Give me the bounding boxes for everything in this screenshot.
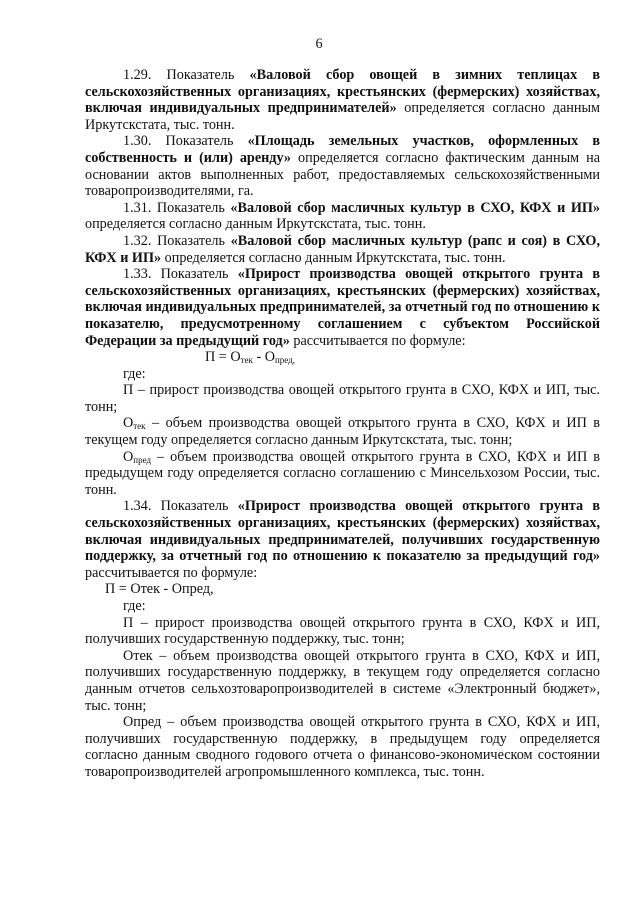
formula-subscript: пред, <box>274 355 296 366</box>
indicator-title: «Прирост производства овощей открытого грунта в сельскохозяйственных организациях, крестьянских (фермерских) хозяйствах, включая индивидуальных предпринимателей, получивших государственную поддержку, за отчетный год по отношению к показателю за предыдущий год» <box>85 498 600 565</box>
definition-text: – объем производства овощей открытого грунта в СХО, КФХ и ИП в предыдущем году определяется согласно соглашению с Минсельхозом России, тыс. тонн. <box>85 448 600 498</box>
indicator-title: «Прирост производства овощей открытого грунта в сельскохозяйственных организациях, крестьянских (фермерских) хозяйствах, включая индивидуальных предпринимателей, за отчетный год по отношению к показателю, предусмотренному соглашением с субъектом Российской Федерации за предыдущий год» <box>85 266 600 349</box>
indicator-title: «Валовой сбор масличных культур в СХО, КФХ и ИП» <box>230 199 600 216</box>
indicator-title: «Площадь земельных участков, оформленных в собственность и (или) аренду» <box>85 133 600 166</box>
item-1-31 <box>85 200 600 233</box>
item-1-34 <box>85 498 600 581</box>
item-1-32 <box>85 233 600 266</box>
item-number: 1.33. Показатель <box>123 266 238 283</box>
symbol-subscript: тек <box>133 421 146 432</box>
item-text: рассчитывается по формуле: <box>85 564 258 581</box>
item-1-30 <box>85 133 600 199</box>
formula-subscript: тек <box>240 355 253 366</box>
definition-otek <box>85 415 600 448</box>
formula-1-33 <box>85 349 600 366</box>
definition-opred <box>85 449 600 499</box>
item-text: определяется согласно данным Иркутскстата, тыс. тонн. <box>85 100 600 133</box>
item-text: определяется согласно данным Иркутскстата, тыс. тонн. <box>85 216 426 233</box>
item-number: 1.30. Показатель <box>123 133 248 150</box>
symbol: О <box>123 448 134 465</box>
formula-1-34: П = Отек - Опред, <box>105 581 214 598</box>
item-1-29 <box>85 67 600 133</box>
indicator-title: «Валовой сбор овощей в зимних теплицах в сельскохозяйственных организациях, крестьянских (фермерских) хозяйствах, включая индивидуальных предпринимателей» <box>85 67 600 117</box>
page-number: 6 <box>315 36 323 52</box>
symbol-subscript: пред <box>133 454 152 465</box>
item-number: 1.34. Показатель <box>123 498 238 515</box>
symbol: О <box>123 415 134 432</box>
definition-p: П – прирост производства овощей открытого грунта в СХО, КФХ и ИП, получивших государственную поддержку, тыс. тонн; <box>85 614 600 648</box>
where-label: где: <box>123 598 146 614</box>
item-number: 1.31. Показатель <box>123 199 231 216</box>
item-text: определяется согласно фактическим данным на основании актов выполненных работ, предоставляемых сельскохозяйственными товаропроизводителями, га. <box>85 149 600 200</box>
formula-part: - О <box>252 349 275 366</box>
item-number: 1.29. Показатель <box>123 67 250 83</box>
document-body <box>85 67 600 781</box>
item-text: рассчитывается по формуле: <box>289 332 466 349</box>
indicator-title: «Валовой сбор масличных культур (рапс и соя) в СХО, КФХ и ИП» <box>85 232 600 266</box>
definition-otek: Отек – объем производства овощей открытого грунта в СХО, КФХ и ИП, получивших государственную поддержку, в текущем году определяется согласно данным отчетов сельхозтоваропроизводителей в системе «Электронный бюджет», тыс. тонн; <box>85 647 600 714</box>
definition-p: П – прирост производства овощей открытого грунта в СХО, КФХ и ИП, тыс. тонн; <box>85 382 600 415</box>
where-label: где: <box>123 365 146 382</box>
definition-opred: Опред – объем производства овощей открытого грунта в СХО, КФХ и ИП, получивших государственную поддержку, в предыдущем году определяется согласно данным сводного годового отчета о финансово-экономическом состоянии товаропроизводителей агропромышленного комплекса, тыс. тонн. <box>85 714 600 780</box>
item-text: определяется согласно данным Иркутскстата, тыс. тонн. <box>161 249 506 266</box>
formula-part: П = О <box>205 349 241 366</box>
item-1-33 <box>85 266 600 349</box>
item-number: 1.32. Показатель <box>123 232 231 249</box>
definition-text: – объем производства овощей открытого грунта в СХО, КФХ и ИП в текущем году определяется согласно данным Иркутскстата, тыс. тонн; <box>85 415 600 449</box>
